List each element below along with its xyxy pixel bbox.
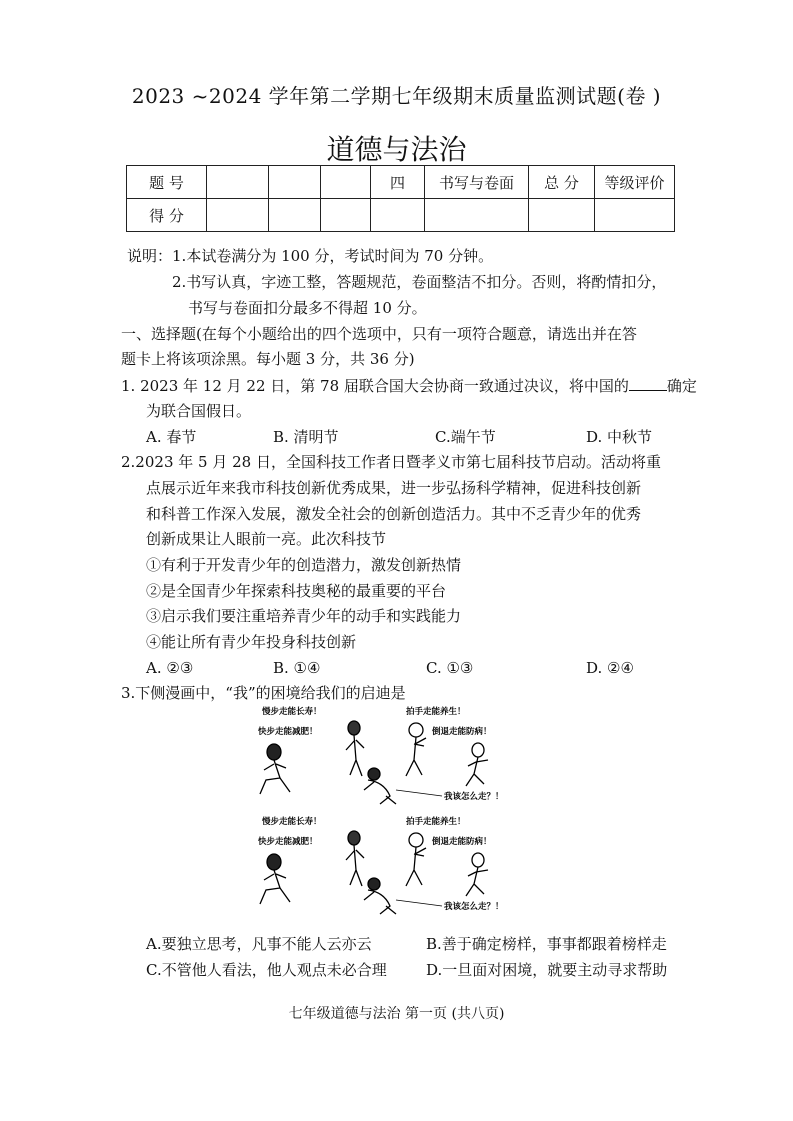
cartoon-speech-fast-walk: 快步走能减肥！: [258, 837, 318, 847]
cartoon-speech-backward-walk: 倒退走能防病！: [432, 837, 492, 847]
q3-option-d: D.一旦面对困境，就要主动寻求帮助: [426, 961, 668, 979]
q3-option-b: B.善于确定榜样，事事都跟着榜样走: [426, 935, 667, 953]
score-cell: [595, 199, 675, 232]
q1-stem-line-2: 为联合国假日。: [146, 402, 252, 420]
instruction-item-2-line-1: 2.书写认真，字迹工整，答题规范，卷面整洁不扣分。否则，将酌情扣分，: [172, 273, 667, 291]
score-cell: 题 号: [127, 166, 207, 199]
score-cell: [207, 199, 269, 232]
subject-title: 道德与法治: [326, 133, 467, 166]
q3-stem: 3.下侧漫画中，“我”的困境给我们的启迪是: [121, 684, 406, 702]
q1-stem-text: 1. 2023 年 12 月 22 日，第 78 届联合国大会协商一致通过决议，将中国的: [121, 377, 629, 395]
exam-title: 2023 ~2024 学年第二学期七年级期末质量监测试题(卷 ): [131, 84, 662, 108]
q2-option-a: A. ②③: [146, 659, 194, 677]
instruction-item-1: 1.本试卷满分为 100 分，考试时间为 70 分钟。: [172, 247, 494, 265]
q1-option-a: A. 春节: [146, 428, 197, 446]
q2-statement-2: ②是全国青少年探索科技奥秘的最重要的平台: [146, 582, 447, 600]
page-footer: 七年级道德与法治 第一页 (共八页): [288, 1006, 505, 1022]
instruction-item-2-line-2: 书写与卷面扣分最多不得超 10 分。: [188, 299, 427, 317]
cartoon-speech-question: 我该怎么走？！: [444, 902, 504, 912]
q2-option-c: C. ①③: [426, 659, 474, 677]
score-cell: [529, 199, 595, 232]
instructions-line-1: [127, 244, 493, 269]
score-table: [126, 165, 675, 232]
q3-cartoon: [256, 700, 538, 922]
q3-option-c: C.不管他人看法，他人观点未必合理: [146, 961, 387, 979]
q1-option-b: B. 清明节: [273, 428, 339, 446]
score-cell: 书写与卷面: [425, 166, 529, 199]
cartoon-speech-fast-walk: 快步走能减肥！: [258, 727, 318, 737]
q2-stem-line-1: 2.2023 年 5 月 28 日，全国科技工作者日暨孝义市第七届科技节启动。活动将重: [121, 453, 661, 471]
score-cell: 等级评价: [595, 166, 675, 199]
q1-option-d: D. 中秋节: [586, 428, 653, 446]
score-cell: 总 分: [529, 166, 595, 199]
section-heading-line-1: 一、选择题(在每个小题给出的四个选项中，只有一项符合题意，请选出并在答: [121, 325, 637, 343]
score-cell: [321, 166, 371, 199]
q1-option-c: C.端午节: [435, 428, 496, 446]
q2-stem-line-3: 和科普工作深入发展，激发全社会的创新创造活力。其中不乏青少年的优秀: [146, 505, 642, 523]
q2-statement-3: ③启示我们要注重培养青少年的动手和实践能力: [146, 607, 462, 625]
cartoon-speech-backward-walk: 倒退走能防病！: [432, 727, 492, 737]
q3-option-a: A.要独立思考，凡事不能人云亦云: [146, 935, 372, 953]
cartoon-speech-question: 我该怎么走？！: [444, 792, 504, 802]
score-table-score-row: [127, 199, 675, 232]
q2-option-d: D. ②④: [586, 659, 634, 677]
score-cell: 得 分: [127, 199, 207, 232]
q2-stem-line-2: 点展示近年来我市科技创新优秀成果，进一步弘扬科学精神，促进科技创新: [146, 479, 642, 497]
instructions-label: 说明：: [127, 247, 173, 265]
score-table-header-row: [127, 166, 675, 199]
q1-stem-line-1: [121, 374, 697, 399]
q1-answer-blank: [629, 376, 667, 391]
score-cell: [371, 199, 425, 232]
cartoon-speech-slow-walk: 慢步走能长寿！: [262, 707, 322, 717]
q2-stem-line-4: 创新成果让人眼前一亮。此次科技节: [146, 530, 387, 548]
score-cell: [269, 166, 321, 199]
score-cell: [321, 199, 371, 232]
cartoon-speech-slow-walk: 慢步走能长寿！: [262, 817, 322, 827]
section-heading-line-2: 题卡上将该项涂黑。每小题 3 分，共 36 分): [121, 350, 415, 368]
score-cell: [269, 199, 321, 232]
cartoon-speech-clap-walk: 拍手走能养生！: [406, 817, 466, 827]
q2-option-b: B. ①④: [273, 659, 321, 677]
q2-statement-1: ①有利于开发青少年的创造潜力，激发创新热情: [146, 556, 462, 574]
score-cell: [425, 199, 529, 232]
q2-statement-4: ④能让所有青少年投身科技创新: [146, 633, 357, 651]
q1-stem-text-after: 确定: [666, 377, 697, 395]
score-cell: [207, 166, 269, 199]
cartoon-speech-clap-walk: 拍手走能养生！: [406, 707, 466, 717]
score-cell: 四: [371, 166, 425, 199]
